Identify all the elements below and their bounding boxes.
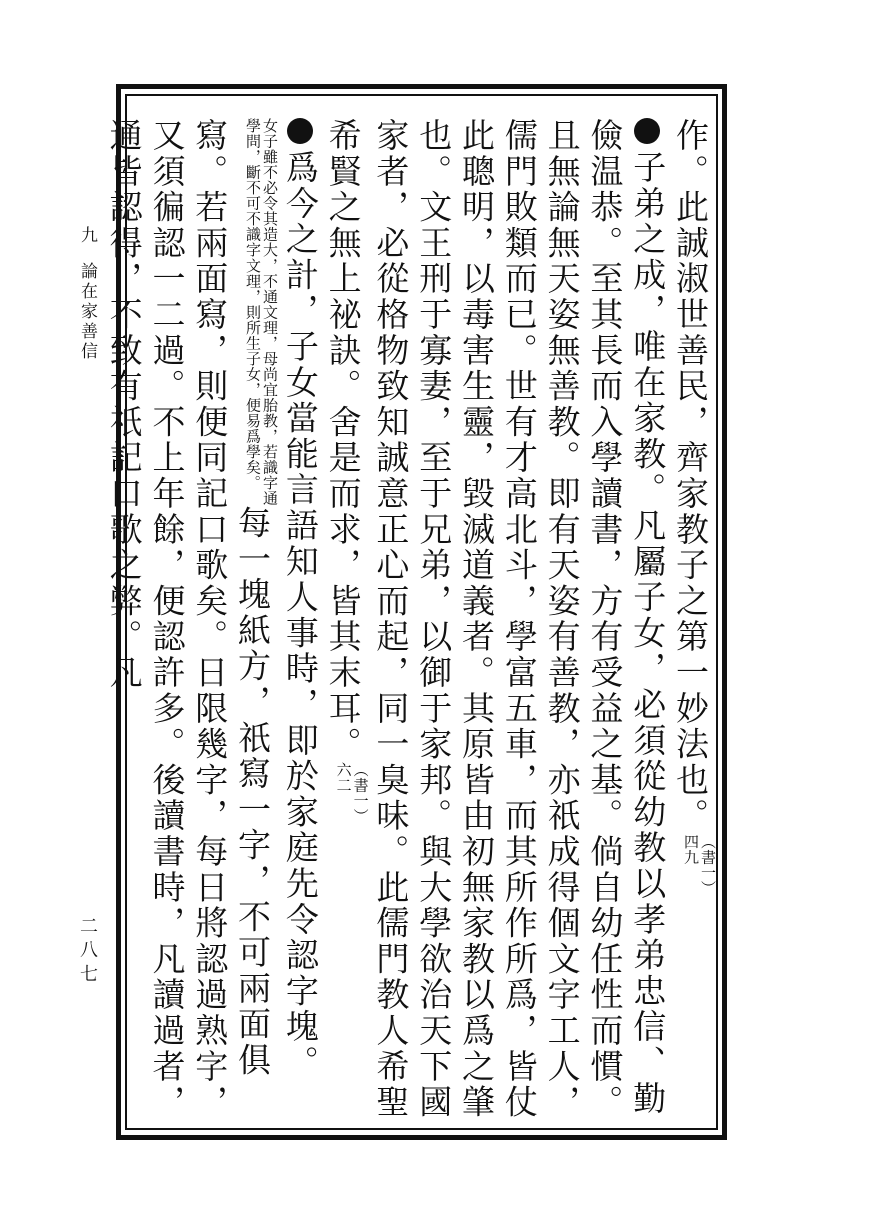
chapter-number: 九 bbox=[77, 226, 97, 245]
paragraph-3-text-b: 每一塊紙方，祇寫一字，不可兩面俱寫。若兩面寫，則便同記口歌矣。日限幾字，每日將認過熟字，又須徧認一二過。不上年餘，便認許多。後讀書時，凡讀過者，通皆認得，不致有祇記口歌之弊。凡 bbox=[104, 118, 273, 1121]
note-line: 學問，斷不可不識字 bbox=[244, 118, 263, 258]
source-reference-1 bbox=[682, 834, 716, 896]
reference-page: 四九 bbox=[682, 834, 700, 865]
paragraph-3-text-a: 爲今之計，子女當能言語知人事時，即於家庭先令認字塊。 bbox=[280, 150, 320, 1081]
note-line: 女子雖不必令其造大 bbox=[261, 118, 280, 258]
note-line: 文理，則所生子女，便易爲學矣。 bbox=[244, 257, 263, 490]
reference-book: （書一） bbox=[351, 762, 370, 825]
source-reference-2 bbox=[335, 762, 369, 824]
reference-page: 六二 bbox=[334, 762, 353, 794]
reference-book: （書一） bbox=[699, 834, 717, 896]
paragraph-2-text: 子弟之成，唯在家教。凡屬子女，必須從幼教以孝弟忠信、勤儉温恭。至其長而入學讀書，方有受益之基。倘自幼任性而慣。且無論無天姿無善教。即有天姿有善教，亦祇成得個文字工人，儒門敗類而已。世有才高北斗，學富五車，而其所作所爲，皆仗此聰明，以毒害生靈，毀滅道義者。其原皆由初無家教以爲之肇也。文王刑于寡妻，至于兄弟，以御于家邦。與大學欲治天下國家者，必從格物致知誠意正心而起，同一臭味。此儒門教人希聖希賢之無上祕訣。舍是而求，皆其末耳。 bbox=[323, 118, 668, 1121]
paragraph-bullet-icon bbox=[287, 118, 313, 144]
paragraph-bullet-icon bbox=[634, 118, 660, 144]
main-text bbox=[104, 118, 717, 1130]
page-number: 二八七 bbox=[77, 916, 98, 988]
paragraph-1-text: 作。此誠淑世善民，齊家教子之第一妙法也。 bbox=[671, 118, 710, 834]
interlinear-note-2 bbox=[244, 258, 278, 506]
section-title: 論在家善信 bbox=[77, 262, 97, 362]
note-line: ，不通文理，母尚宜胎教，若識字通 bbox=[261, 257, 280, 506]
interlinear-note-1 bbox=[244, 118, 278, 258]
